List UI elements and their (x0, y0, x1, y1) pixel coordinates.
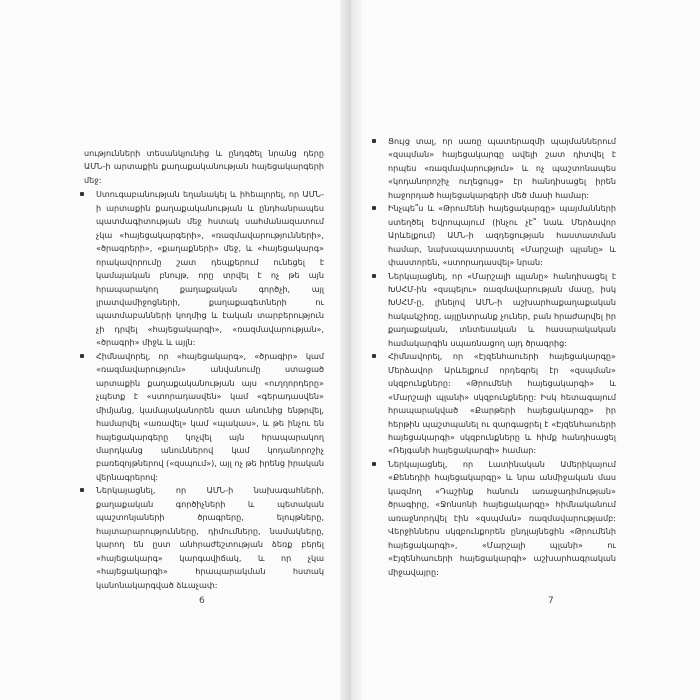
right-bullet-item: Ներկայացնել, որ Լատինական Ամերիկայում «Քենեդիի հայեցակարգը» և նրա անմիջական մաս կազմող «Դաշինք հանուն առաջադիմության» ծրագիրը, «Ջոնսոնի հայեցակարգը» հիմնականում առաջնորդվել էին «զսպման» ռազմավարությամբ: Վերջիններս սկզբունքորեն ընդլայնեցին «Թրումենի հայեցակարգի», «Մարշալի պլանի» ու «Էյզենհաուերի հայեցակարգի» աշխարհագրական միջավայրը: (376, 458, 616, 579)
left-bullet-item: Ներկայացնել, որ ԱՄՆ-ի նախագահների, քաղաքական գործիչների և պետական պաշտոնյաների ծրագրերը, ելույթները, հայտարարությունները, դիմումները, նամակները, կարող են ըստ անհրաժեշտության ձեռք բերել «հայեցակարգ» կարգավիճակ, և որ չկա «հայեցակարգի» հրապարակման հստակ կանոնակարգված ձևաչափ: (84, 484, 324, 592)
page-number-right: 7 (548, 596, 554, 606)
right-page (350, 0, 700, 700)
right-page-text (376, 135, 616, 579)
left-bullet-item: Ստուգաբանության եղանակել և իհեալորել, որ ԱՄՆ-ի արտաքին քաղաքականության և ընդհանրապես պատմագիտության մեջ հստակ սահմանազատում չկա «հայեցակարգերի», «ռազմավարությունների», «ծրագրերի», «քաղաքների» մեջ, և «հայեցակարգ» որակավորումը շատ դեպքերում ունեցել է կամայական բնույթ, որը տրվել է ոչ թե այն հրապարակող քաղաքական գործչի, այլ լրատվամիջոցների, քաղաքագետների ու պատմաբանների կողմից և էական տարբերություն չի դրվել «հայեցակարգի», «ռազմավարության», «ծրագրի» միջև և այլն: (84, 188, 324, 349)
right-bullet-item: Ցույց տալ, որ սառը պատերազմի պայմաններում «զսպման» հայեցակարգը ավելի շատ դիտվել է որպես «ռազմավարություն» և ոչ պաշտոնապես «կոդանորոշիչ ուղեցույց» էր հանդիսացել իրեն հաջորդած հայեցակարգերի մեծ մասի համար: (376, 135, 616, 202)
left-intro-paragraph: սությունների տեսանկյունից և ընդգծել նրանց դերը ԱՄՆ-ի արտաքին քաղաքականության հայեցակարգերի մեջ: (84, 148, 324, 185)
right-bullet-item: Ներկայացնել, որ «Մարշալի պլանը» հանդիսացել է ԽՍՀՄ-ին «զսպելու» ռազմավարության մասը, իսկ ԽՍՀՄ-ը, լինելով ԱՄՆ-ի աշխարհաքաղաքական հակակշիռը, այլընտրանք չուներ, բան հրաժարվել իր քաղաքական, տնտեսական և հասարակական համակարգին սպառնացող այդ ծրագրից: (376, 270, 616, 351)
left-page-text (84, 147, 324, 592)
left-bullet-item: Հիմնավորել, որ «հայեցակարգ», «ծրագիր» կամ «ռազմավարություն» անվանումը ստացած արտաքին քաղաքականության այս «ուղղորդերը» չպետք է «ստորադասվեն» կամ «գերադասվեն» միմյանց, կամայականորեն զատ անունից ենթրվել, համարվել «առավել» կամ «պակաս», և թե ինչու են հայեցակարգերը կոչվել այն հրապարակող մարդկանց անուններով կամ կոդանորոշիչ բառեզոյթներով («զսպում»), այլ ոչ թե իրենց իրական վերնագրերով: (84, 350, 324, 485)
page-number-left: 6 (199, 596, 205, 606)
right-bullet-item: Հիմնավորել, որ «Էյզենհաուերի հայեցակարգը» Մերձավոր Արևելքում որդեգրել էր «զսպման» սկզբունքները: «Թրումենի հայեցակարգի» և «Մարշալի պլանի» սկզբունքները: Իսկ հետագայում հրապարակված «Քարթերի հայեցակարգը» իր հերթին պաշտպանել ու զարգացրել է «Էյզենհաուերի հայեցակարգի» սկզբունքները և հիմք հանդիսացել «Ռեյգանի հայեցակարգի» համար: (376, 350, 616, 458)
book-spine-gutter (340, 0, 362, 700)
right-bullet-item: Ինչպե՞ս և «Թրումենի հայեցակարգը» պայմանների ստեղծել Եվրոպայում (ինչու չէ՞ նաև Մերձավոր Արևելքում) ԱՄՆ-ի ազդեցության հաստատման համար, նախապատրաստել «Մարշալի պլանը» և փաստորեն, «ստորադասվել» նրան: (376, 202, 616, 269)
